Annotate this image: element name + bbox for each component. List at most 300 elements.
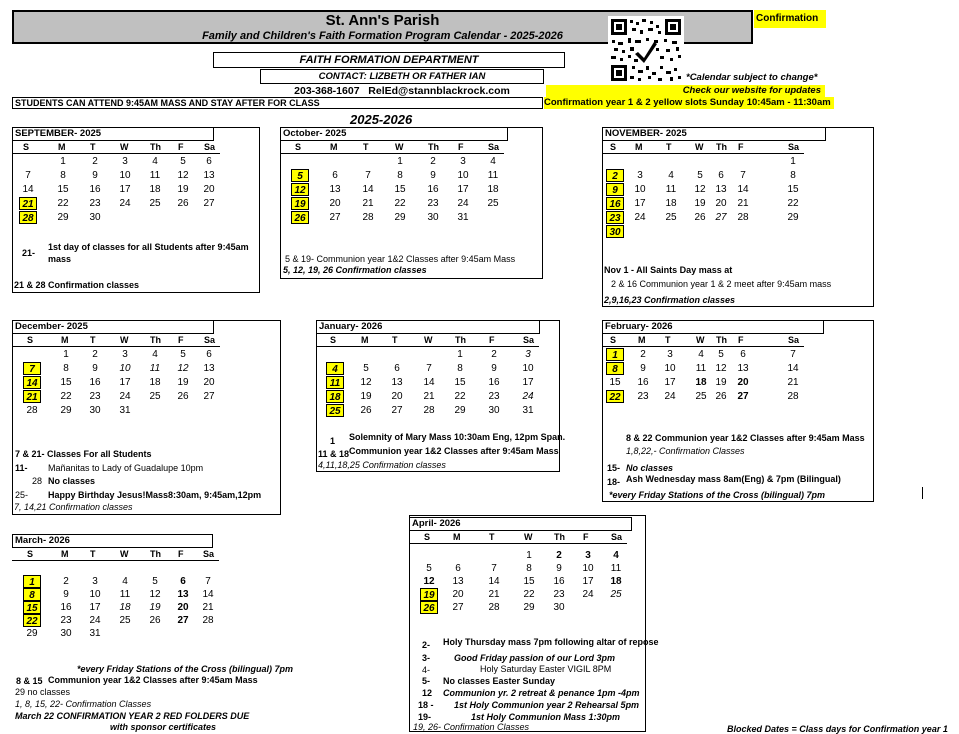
april-day[interactable]: 20	[452, 589, 464, 600]
october-dow-th: Th	[428, 142, 439, 152]
november-header-rule	[602, 153, 804, 154]
october-day[interactable]: 13	[329, 184, 341, 195]
october-day[interactable]: 27	[329, 212, 341, 223]
november-day[interactable]: 14	[737, 184, 749, 195]
november-day[interactable]: 15	[787, 184, 799, 195]
december-day[interactable]: 22	[60, 391, 72, 402]
january-day[interactable]: 28	[423, 405, 435, 416]
april-day[interactable]: 19	[420, 588, 438, 601]
march-day[interactable]: 22	[23, 614, 41, 627]
september-day[interactable]: 17	[119, 184, 131, 195]
april-day[interactable]: 10	[582, 563, 594, 574]
march-day[interactable]: 27	[177, 615, 189, 626]
november-day[interactable]: 1	[790, 156, 796, 167]
february-day[interactable]: 13	[737, 363, 749, 374]
december-header-rule	[12, 346, 220, 347]
january-day[interactable]: 9	[491, 363, 497, 374]
january-day[interactable]: 29	[454, 405, 466, 416]
september-day[interactable]: 8	[60, 170, 66, 181]
march-day[interactable]: 10	[89, 589, 101, 600]
october-day[interactable]: 29	[394, 212, 406, 223]
march-day[interactable]: 5	[152, 576, 158, 587]
march-day[interactable]: 31	[89, 628, 101, 639]
march-day[interactable]: 4	[122, 576, 128, 587]
november-title: NOVEMBER- 2025	[602, 127, 826, 141]
april-day[interactable]: 7	[491, 563, 497, 574]
december-day[interactable]: 30	[89, 405, 101, 416]
email-link[interactable]: RelEd@stannblackrock.com	[368, 85, 510, 97]
january-day[interactable]: 30	[488, 405, 500, 416]
april-day[interactable]: 5	[426, 563, 432, 574]
december-day[interactable]: 18	[149, 377, 161, 388]
october-day[interactable]: 17	[457, 184, 469, 195]
november-day[interactable]: 7	[740, 170, 746, 181]
february-day[interactable]: 14	[787, 363, 799, 374]
november-day[interactable]: 28	[737, 212, 749, 223]
november-day[interactable]: 27	[715, 212, 727, 223]
november-day[interactable]: 19	[694, 198, 706, 209]
november-day[interactable]: 26	[694, 212, 706, 223]
september-day[interactable]: 14	[22, 184, 34, 195]
october-day[interactable]: 8	[397, 170, 403, 181]
december-day[interactable]: 21	[23, 390, 41, 403]
march-day[interactable]: 23	[60, 615, 72, 626]
march-day[interactable]: 7	[205, 576, 211, 587]
december-day[interactable]: 10	[119, 363, 131, 374]
november-day[interactable]: 22	[787, 198, 799, 209]
october-day[interactable]: 1	[397, 156, 403, 167]
apr-note-holy-thursday: Holy Thursday mass 7pm following altar of repose	[443, 637, 659, 647]
phone: 203-368-1607	[294, 85, 360, 97]
october-day[interactable]: 16	[427, 184, 439, 195]
feb-note-confirmation: 1,8,22,- Confirmation Classes	[626, 446, 745, 456]
october-day[interactable]: 24	[457, 198, 469, 209]
february-day[interactable]: 26	[715, 391, 727, 402]
september-day[interactable]: 16	[89, 184, 101, 195]
march-day[interactable]: 9	[63, 589, 69, 600]
september-day[interactable]: 23	[89, 198, 101, 209]
october-day[interactable]: 23	[427, 198, 439, 209]
march-day[interactable]: 6	[180, 576, 186, 587]
september-day[interactable]: 5	[180, 156, 186, 167]
feb-note-15-num: 15-	[607, 463, 621, 473]
january-day[interactable]: 10	[522, 363, 534, 374]
september-day[interactable]: 13	[203, 170, 215, 181]
september-day[interactable]: 26	[177, 198, 189, 209]
november-day[interactable]: 3	[637, 170, 643, 181]
january-day[interactable]: 22	[454, 391, 466, 402]
october-day[interactable]: 9	[430, 170, 436, 181]
december-day[interactable]: 1	[63, 349, 69, 360]
march-day[interactable]: 16	[60, 602, 72, 613]
december-day[interactable]: 27	[203, 391, 215, 402]
april-day[interactable]: 17	[582, 576, 594, 587]
january-dow-f: F	[489, 335, 495, 345]
october-day[interactable]: 4	[490, 156, 496, 167]
february-day[interactable]: 10	[664, 363, 676, 374]
october-day[interactable]: 31	[457, 212, 469, 223]
november-day[interactable]: 6	[718, 170, 724, 181]
december-day[interactable]: 29	[60, 405, 72, 416]
april-day[interactable]: 2	[556, 550, 562, 561]
april-day[interactable]: 25	[610, 589, 622, 600]
october-day[interactable]: 25	[487, 198, 499, 209]
december-day[interactable]: 31	[119, 405, 131, 416]
january-day[interactable]: 18	[326, 390, 344, 403]
november-day[interactable]: 4	[668, 170, 674, 181]
april-day[interactable]: 4	[613, 550, 619, 561]
march-day[interactable]: 19	[149, 602, 161, 613]
april-day[interactable]: 29	[523, 602, 535, 613]
september-day[interactable]: 30	[89, 212, 101, 223]
march-day[interactable]: 1	[23, 575, 41, 588]
january-day[interactable]: 5	[363, 363, 369, 374]
january-day[interactable]: 27	[391, 405, 403, 416]
oct-note-communion: 5 & 19- Communion year 1&2 Classes after 9:45am Mass	[285, 254, 516, 264]
january-day[interactable]: 12	[360, 377, 372, 388]
january-day[interactable]: 8	[457, 363, 463, 374]
december-day[interactable]: 26	[177, 391, 189, 402]
october-day[interactable]: 2	[430, 156, 436, 167]
january-day[interactable]: 21	[423, 391, 435, 402]
november-day[interactable]: 29	[787, 212, 799, 223]
november-day[interactable]: 25	[665, 212, 677, 223]
december-day[interactable]: 14	[23, 376, 41, 389]
january-day[interactable]: 15	[454, 377, 466, 388]
march-day[interactable]: 3	[92, 576, 98, 587]
december-day[interactable]: 12	[177, 363, 189, 374]
january-day[interactable]: 6	[394, 363, 400, 374]
april-day[interactable]: 21	[488, 589, 500, 600]
october-title: October- 2025	[280, 127, 508, 141]
march-day[interactable]: 26	[149, 615, 161, 626]
february-day[interactable]: 25	[695, 391, 707, 402]
december-day[interactable]: 11	[149, 363, 161, 374]
november-day[interactable]: 13	[715, 184, 727, 195]
september-day[interactable]: 4	[152, 156, 158, 167]
november-dow-f: F	[738, 142, 744, 152]
february-day[interactable]: 21	[787, 377, 799, 388]
december-day[interactable]: 16	[89, 377, 101, 388]
november-dow-w: W	[695, 142, 704, 152]
april-day[interactable]: 22	[523, 589, 535, 600]
october-day[interactable]: 10	[457, 170, 469, 181]
december-dow-th: Th	[150, 335, 161, 345]
september-day[interactable]: 9	[92, 170, 98, 181]
january-day[interactable]: 11	[326, 376, 344, 389]
april-day[interactable]: 12	[423, 576, 435, 587]
sep-note-num: 21-	[22, 248, 36, 258]
december-day[interactable]: 4	[152, 349, 158, 360]
february-header-rule	[602, 346, 804, 347]
april-day[interactable]: 23	[553, 589, 565, 600]
march-day[interactable]: 14	[202, 589, 214, 600]
jan-note-11-18-num: 11 & 18	[318, 449, 350, 459]
december-day[interactable]: 13	[203, 363, 215, 374]
january-day[interactable]: 31	[522, 405, 534, 416]
december-day[interactable]: 9	[92, 363, 98, 374]
october-day[interactable]: 11	[487, 170, 499, 181]
september-day[interactable]: 12	[177, 170, 189, 181]
october-day[interactable]: 30	[427, 212, 439, 223]
october-day[interactable]: 14	[362, 184, 374, 195]
march-day[interactable]: 30	[60, 628, 72, 639]
november-day[interactable]: 30	[606, 225, 624, 238]
november-day[interactable]: 18	[665, 198, 677, 209]
march-day[interactable]: 20	[177, 602, 189, 613]
march-day[interactable]: 29	[26, 628, 38, 639]
october-day[interactable]: 26	[291, 211, 309, 224]
april-day[interactable]: 30	[553, 602, 565, 613]
april-day[interactable]: 6	[455, 563, 461, 574]
october-day[interactable]: 15	[394, 184, 406, 195]
september-day[interactable]: 29	[57, 212, 69, 223]
february-day[interactable]: 22	[606, 390, 624, 403]
october-day[interactable]: 5	[291, 169, 309, 182]
apr-note-retreat: Communion yr. 2 retreat & penance 1pm -4pm	[443, 688, 640, 698]
october-day[interactable]: 22	[394, 198, 406, 209]
sep-note-confirmation: 21 & 28 Confirmation classes	[14, 280, 140, 290]
october-day[interactable]: 19	[291, 197, 309, 210]
december-day[interactable]: 6	[206, 349, 212, 360]
march-day[interactable]: 18	[119, 602, 131, 613]
november-day[interactable]: 12	[694, 184, 706, 195]
april-day[interactable]: 18	[610, 576, 622, 587]
december-day[interactable]: 23	[89, 391, 101, 402]
october-day[interactable]: 3	[460, 156, 466, 167]
september-day[interactable]: 15	[57, 184, 69, 195]
march-dow-f: F	[178, 549, 184, 559]
january-dow-m: M	[361, 335, 369, 345]
december-day[interactable]: 8	[63, 363, 69, 374]
october-day[interactable]: 20	[329, 198, 341, 209]
december-day[interactable]: 2	[92, 349, 98, 360]
website-note[interactable]: Check our website for updates	[546, 85, 825, 97]
december-day[interactable]: 3	[122, 349, 128, 360]
october-day[interactable]: 21	[362, 198, 374, 209]
january-day[interactable]: 1	[457, 349, 463, 360]
november-day[interactable]: 2	[606, 169, 624, 182]
april-dow-th: Th	[554, 532, 565, 542]
september-day[interactable]: 10	[119, 170, 131, 181]
december-day[interactable]: 20	[203, 377, 215, 388]
november-day[interactable]: 5	[697, 170, 703, 181]
december-dow-t: T	[90, 335, 96, 345]
april-dow-w: W	[524, 532, 533, 542]
march-day[interactable]: 25	[119, 615, 131, 626]
april-day[interactable]: 9	[556, 563, 562, 574]
january-day[interactable]: 20	[391, 391, 403, 402]
september-dow-th: Th	[150, 142, 161, 152]
december-day[interactable]: 28	[26, 405, 38, 416]
february-day[interactable]: 18	[695, 377, 707, 388]
april-day[interactable]: 11	[610, 563, 622, 574]
september-day[interactable]: 20	[203, 184, 215, 195]
february-day[interactable]: 8	[606, 362, 624, 375]
february-day[interactable]: 23	[637, 391, 649, 402]
april-day[interactable]: 16	[553, 576, 565, 587]
january-day[interactable]: 4	[326, 362, 344, 375]
september-day[interactable]: 6	[206, 156, 212, 167]
qr-code-icon[interactable]	[608, 16, 684, 84]
march-dow-th: Th	[150, 549, 161, 559]
january-day[interactable]: 3	[525, 349, 531, 360]
sep-note-mass: mass	[48, 254, 72, 264]
february-day[interactable]: 6	[740, 349, 746, 360]
november-day[interactable]: 16	[606, 197, 624, 210]
february-day[interactable]: 3	[667, 349, 673, 360]
february-day[interactable]: 4	[698, 349, 704, 360]
december-dow-m: M	[61, 335, 69, 345]
november-day[interactable]: 17	[634, 198, 646, 209]
september-day[interactable]: 19	[177, 184, 189, 195]
march-header-rule	[12, 560, 219, 561]
march-day[interactable]: 2	[63, 576, 69, 587]
january-day[interactable]: 13	[391, 377, 403, 388]
jan-note-confirmation: 4,11,18,25 Confirmation classes	[318, 460, 446, 470]
september-day[interactable]: 18	[149, 184, 161, 195]
sep-note-first-class: 1st day of classes for all Students after 9:45am	[48, 242, 249, 252]
november-day[interactable]: 20	[715, 198, 727, 209]
february-day[interactable]: 17	[664, 377, 676, 388]
november-day[interactable]: 23	[606, 211, 624, 224]
april-day[interactable]: 24	[582, 589, 594, 600]
december-day[interactable]: 25	[149, 391, 161, 402]
september-day[interactable]: 21	[19, 197, 37, 210]
september-day[interactable]: 1	[60, 156, 66, 167]
october-day[interactable]: 6	[332, 170, 338, 181]
march-day[interactable]: 15	[23, 601, 41, 614]
february-day[interactable]: 19	[715, 377, 727, 388]
january-day[interactable]: 17	[522, 377, 534, 388]
january-day[interactable]: 25	[326, 404, 344, 417]
september-day[interactable]: 11	[149, 170, 161, 181]
february-day[interactable]: 20	[737, 377, 749, 388]
november-day[interactable]: 11	[665, 184, 677, 195]
october-day[interactable]: 28	[362, 212, 374, 223]
november-day[interactable]: 9	[606, 183, 624, 196]
january-day[interactable]: 16	[488, 377, 500, 388]
october-day[interactable]: 18	[487, 184, 499, 195]
apr-note-19-num: 19-	[418, 712, 432, 722]
apr-note-holy-saturday: Holy Saturday Easter VIGIL 8PM	[480, 664, 612, 674]
january-dow-th: Th	[455, 335, 466, 345]
apr-note-first-communion: 1st Holy Communion Mass 1:30pm	[471, 712, 621, 722]
mar-note-sponsor: with sponsor certificates	[110, 722, 217, 732]
april-day[interactable]: 3	[585, 550, 591, 561]
april-day[interactable]: 26	[420, 601, 438, 614]
apr-note-18-num: 18 -	[418, 700, 434, 710]
october-dow-w: W	[395, 142, 404, 152]
february-dow-s: S	[610, 335, 617, 345]
february-day[interactable]: 7	[790, 349, 796, 360]
students-mass-note: STUDENTS CAN ATTEND 9:45AM MASS AND STAY AFTER FOR CLASS	[12, 97, 543, 109]
february-day[interactable]: 15	[609, 377, 621, 388]
apr-note-3-num: 3-	[422, 653, 431, 663]
september-day[interactable]: 7	[25, 170, 31, 181]
february-day[interactable]: 27	[737, 391, 749, 402]
november-day[interactable]: 10	[634, 184, 646, 195]
december-day[interactable]: 19	[177, 377, 189, 388]
september-day[interactable]: 28	[19, 211, 37, 224]
february-dow-sa: Sa	[788, 335, 800, 345]
march-day[interactable]: 8	[23, 588, 41, 601]
february-day[interactable]: 24	[664, 391, 676, 402]
march-day[interactable]: 11	[119, 589, 131, 600]
february-title: February- 2026	[602, 320, 824, 334]
february-day[interactable]: 28	[787, 391, 799, 402]
january-day[interactable]: 24	[522, 391, 534, 402]
program-subtitle: Family and Children's Faith Formation Program Calendar - 2025-2026	[202, 30, 563, 42]
january-dow-t: T	[392, 335, 398, 345]
december-day[interactable]: 15	[60, 377, 72, 388]
blocked-dates-note: Blocked Dates = Class days for Confirmation year 1	[727, 724, 948, 734]
apr-note-2-num: 2-	[422, 640, 431, 650]
cursor-mark	[922, 487, 923, 499]
january-day[interactable]: 19	[360, 391, 372, 402]
march-day[interactable]: 28	[202, 615, 214, 626]
january-day[interactable]: 14	[423, 377, 435, 388]
january-day[interactable]: 2	[491, 349, 497, 360]
february-day[interactable]: 9	[640, 363, 646, 374]
march-day[interactable]: 24	[89, 615, 101, 626]
february-day[interactable]: 11	[695, 363, 707, 374]
september-day[interactable]: 27	[203, 198, 215, 209]
january-day[interactable]: 7	[426, 363, 432, 374]
september-dow-sa: Sa	[204, 142, 216, 152]
april-day[interactable]: 8	[526, 563, 532, 574]
september-day[interactable]: 25	[149, 198, 161, 209]
january-day[interactable]: 26	[360, 405, 372, 416]
december-day[interactable]: 24	[119, 391, 131, 402]
january-dow-sa: Sa	[523, 335, 535, 345]
november-day[interactable]: 21	[737, 198, 749, 209]
april-day[interactable]: 14	[488, 576, 500, 587]
april-day[interactable]: 1	[526, 550, 532, 561]
march-day[interactable]: 12	[149, 589, 161, 600]
december-day[interactable]: 7	[23, 362, 41, 375]
march-day[interactable]: 17	[89, 602, 101, 613]
september-day[interactable]: 22	[57, 198, 69, 209]
march-day[interactable]: 21	[202, 602, 214, 613]
april-day[interactable]: 13	[452, 576, 464, 587]
september-day[interactable]: 2	[92, 156, 98, 167]
february-day[interactable]: 2	[640, 349, 646, 360]
april-day[interactable]: 15	[523, 576, 535, 587]
april-day[interactable]: 27	[452, 602, 464, 613]
february-day[interactable]: 16	[637, 377, 649, 388]
april-dow-m: M	[453, 532, 461, 542]
january-day[interactable]: 23	[488, 391, 500, 402]
april-dow-f: F	[583, 532, 589, 542]
feb-note-stations: *every Friday Stations of the Cross (bilingual) 7pm	[609, 490, 826, 500]
december-day[interactable]: 5	[180, 349, 186, 360]
april-title: April- 2026	[409, 517, 632, 531]
february-day[interactable]: 5	[718, 349, 724, 360]
november-day[interactable]: 24	[634, 212, 646, 223]
december-day[interactable]: 17	[119, 377, 131, 388]
march-day[interactable]: 13	[177, 589, 189, 600]
september-day[interactable]: 24	[119, 198, 131, 209]
february-day[interactable]: 12	[715, 363, 727, 374]
october-day[interactable]: 7	[365, 170, 371, 181]
november-day[interactable]: 8	[790, 170, 796, 181]
september-day[interactable]: 3	[122, 156, 128, 167]
february-day[interactable]: 1	[606, 348, 624, 361]
september-title: SEPTEMBER- 2025	[12, 127, 214, 141]
april-day[interactable]: 28	[488, 602, 500, 613]
october-day[interactable]: 12	[291, 183, 309, 196]
